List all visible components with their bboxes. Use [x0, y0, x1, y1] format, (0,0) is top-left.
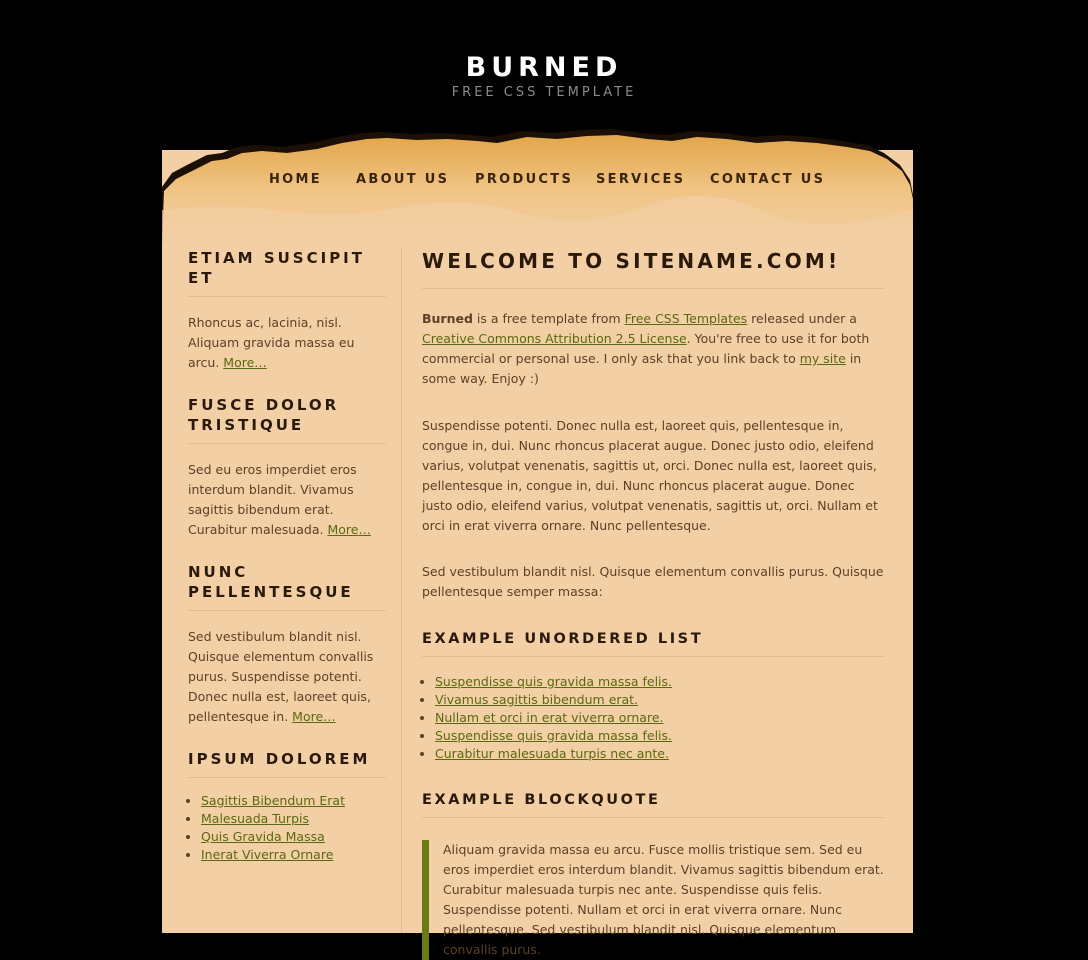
sidebar-block — [188, 562, 386, 727]
sidebar-text-body: Sed eu eros imperdiet eros interdum blandit. Vivamus sagittis bibendum erat. Curabitur malesuada. — [188, 462, 357, 537]
list-item — [435, 745, 885, 763]
body-paragraph: Suspendisse potenti. Donec nulla est, laoreet quis, pellentesque in, congue in, dui. Nunc rhoncus placerat augue. Donec justo odio, eleifend varius, volutpat venenatis, sagittis ut, orci. Donec nulla est, laoreet quis, pellentesque in, congue in, dui. Nunc rhoncus placerat augue. Donec justo odio, eleifend varius, volutpat venenatis, sagittis ut, orci. Nullam et orci in erat viverra ornare. Nunc pellentesque. — [422, 418, 878, 533]
intro-text: in some way. Enjoy :) — [422, 351, 862, 386]
intro-paragraph — [422, 309, 885, 389]
section-heading: EXAMPLE UNORDERED LIST — [422, 630, 885, 657]
sidebar-text — [188, 313, 386, 373]
list-item — [201, 810, 386, 828]
more-link[interactable]: More… — [327, 522, 371, 537]
sidebar-text — [188, 627, 386, 727]
list-link[interactable]: Vivamus sagittis bibendum erat. — [435, 692, 639, 707]
sidebar-block — [188, 395, 386, 540]
sidebar-heading: IPSUM DOLOREM — [188, 749, 386, 778]
example-list — [422, 673, 885, 763]
list-item — [201, 828, 386, 846]
free-css-templates-link[interactable]: Free CSS Templates — [624, 311, 748, 326]
body-paragraph: Sed vestibulum blandit nisl. Quisque elementum convallis purus. Quisque pellentesque semper massa: — [422, 564, 884, 599]
list-item — [201, 792, 386, 810]
sidebar-link-list — [188, 792, 386, 864]
sidebar-block — [188, 248, 386, 373]
intro-text: is a free template from — [472, 311, 625, 326]
sidebar-text — [188, 460, 386, 540]
menu-contact-us[interactable]: CONTACT US — [710, 172, 826, 187]
menu-home[interactable]: HOME — [269, 172, 322, 187]
example-blockquote: Aliquam gravida massa eu arcu. Fusce mollis tristique sem. Sed eu eros imperdiet eros interdum blandit. Vivamus sagittis bibendum erat. Curabitur malesuada turpis nec ante. Suspendisse quis felis. Suspendisse potenti. Nullam et orci in erat viverra ornare. Nunc pellentesque. Sed vestibulum blandit nisl. Quisque elementum convallis purus. — [422, 840, 885, 960]
list-item — [435, 691, 885, 709]
main-content — [422, 248, 885, 960]
list-item — [435, 673, 885, 691]
sidebar-heading: FUSCE DOLOR TRISTIQUE — [188, 395, 386, 444]
menu-about-us[interactable]: ABOUT US — [356, 172, 450, 187]
more-link[interactable]: More… — [223, 355, 267, 370]
sidebar-text-body: Rhoncus ac, lacinia, nisl. Aliquam gravida massa eu arcu. — [188, 315, 355, 370]
intro-bold: Burned — [422, 311, 473, 326]
sidebar-link[interactable]: Inerat Viverra Ornare — [201, 847, 334, 862]
site-tagline: FREE CSS TEMPLATE — [451, 85, 637, 100]
license-link[interactable]: Creative Commons Attribution 2.5 License — [422, 331, 687, 346]
list-item — [435, 727, 885, 745]
page-title: WELCOME TO SITENAME.COM! — [422, 248, 885, 289]
menu-products[interactable]: PRODUCTS — [475, 172, 574, 187]
list-item — [201, 846, 386, 864]
list-item — [435, 709, 885, 727]
intro-text: released under a — [747, 311, 857, 326]
column-divider — [401, 248, 402, 933]
sidebar-link[interactable]: Quis Gravida Massa — [201, 829, 325, 844]
sidebar-text-body: Sed vestibulum blandit nisl. Quisque elementum convallis purus. Suspendisse potenti. Donec nulla est, laoreet quis, pellentesque in. — [188, 629, 374, 724]
menu-services[interactable]: SERVICES — [596, 172, 686, 187]
sidebar-heading: NUNC PELLENTESQUE — [188, 562, 386, 611]
sidebar-link[interactable]: Sagittis Bibendum Erat — [201, 793, 345, 808]
list-link[interactable]: Curabitur malesuada turpis nec ante. — [435, 746, 669, 761]
list-link[interactable]: Nullam et orci in erat viverra ornare. — [435, 710, 664, 725]
list-link[interactable]: Suspendisse quis gravida massa felis. — [435, 674, 673, 689]
list-link[interactable]: Suspendisse quis gravida massa felis. — [435, 728, 673, 743]
section-heading: EXAMPLE BLOCKQUOTE — [422, 791, 885, 818]
sidebar-link[interactable]: Malesuada Turpis — [201, 811, 309, 826]
sidebar — [188, 248, 386, 886]
site-title[interactable]: BURNED — [465, 52, 623, 83]
sidebar-block — [188, 749, 386, 864]
more-link[interactable]: More… — [292, 709, 336, 724]
sidebar-heading: ETIAM SUSCIPIT ET — [188, 248, 386, 297]
intro-text: . You're free to use it for both commercial or personal use. I only ask that you link back to — [422, 331, 870, 366]
my-site-link[interactable]: my site — [799, 351, 846, 366]
